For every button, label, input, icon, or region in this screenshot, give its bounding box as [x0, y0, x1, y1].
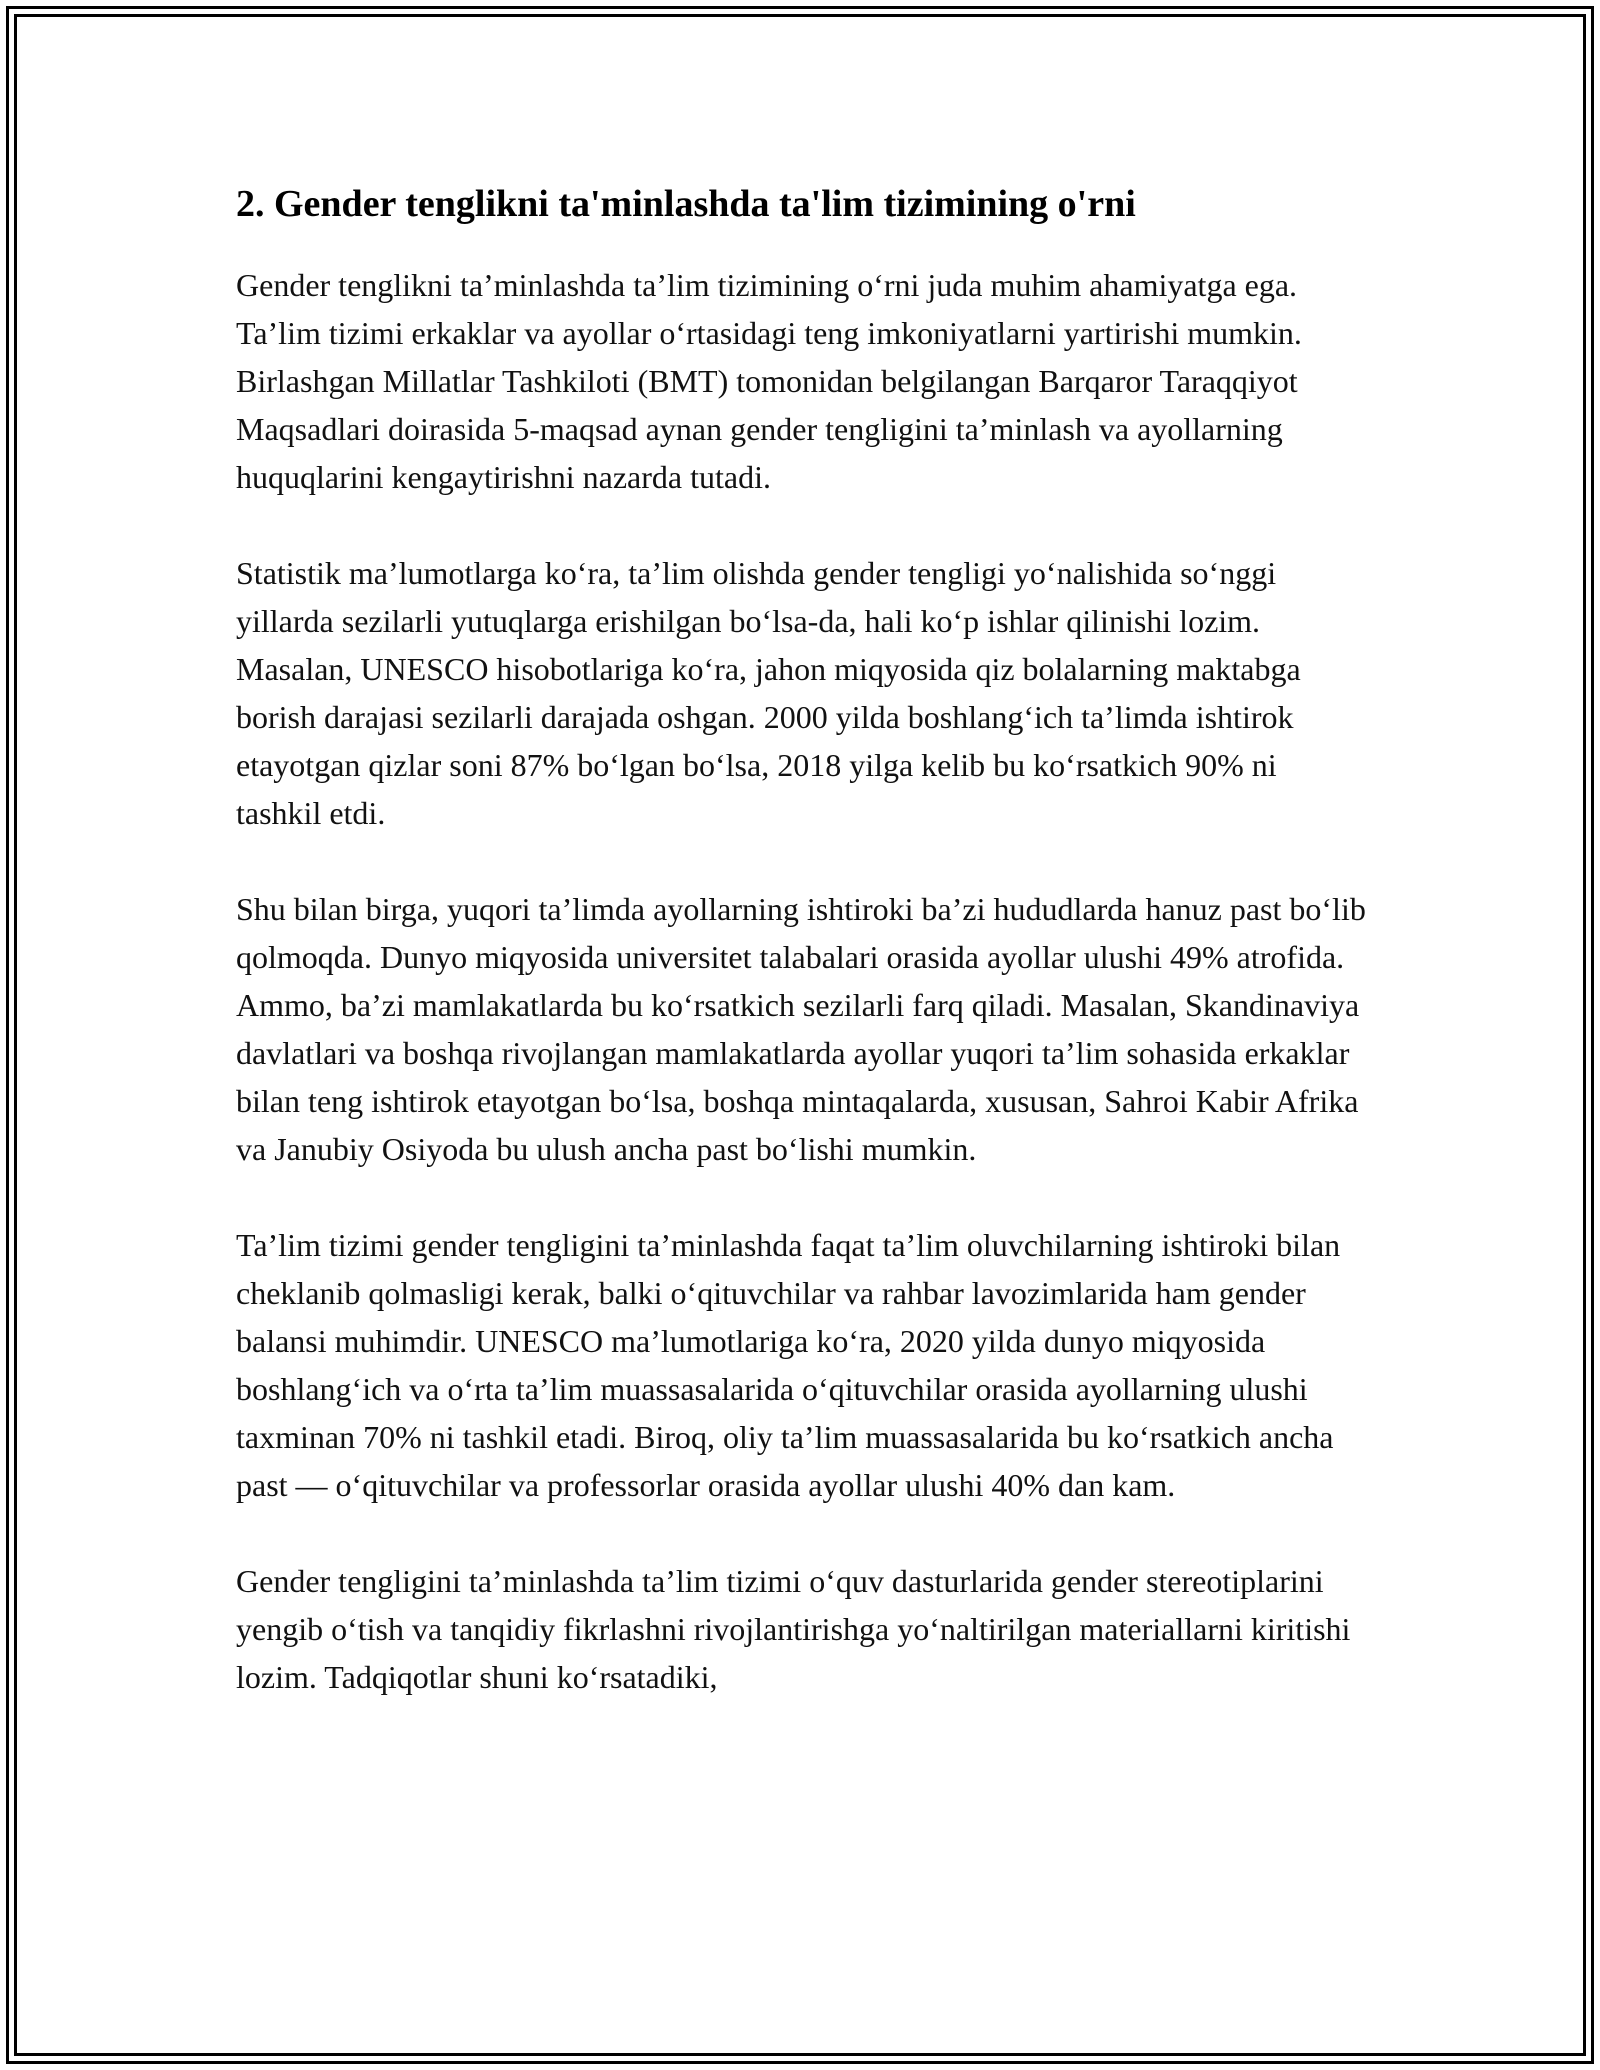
paragraph-1: Gender tenglikni ta’minlashda ta’lim tizimining o‘rni juda muhim ahamiyatga ega. Ta’lim tizimi erkaklar va ayollar o‘rtasidagi teng imkoniyatlarni yartirishi mumkin. Birlashgan Millatlar Tashkiloti (BMT) tomonidan belgilangan Barqaror Taraqqiyot Maqsadlari doirasida 5-maqsad aynan gender tengligini ta’minlash va ayollarning huquqlarini kengaytirishni nazarda tutadi.	[236, 267, 1302, 496]
paragraph-2: Statistik ma’lumotlarga ko‘ra, ta’lim olishda gender tengligi yo‘nalishida so‘nggi yillarda sezilarli yutuqlarga erishilgan bo‘lsa-da, hali ko‘p ishlar qilinishi lozim. Masalan, UNESCO hisobotlariga ko‘ra, jahon miqyosida qiz bolalarning maktabga borish darajasi sezilarli darajada oshgan. 2000 yilda boshlang‘ich ta’limda ishtirok etayotgan qizlar soni 87% bo‘lgan bo‘lsa, 2018 yilga kelib bu ko‘rsatkich 90% ni tashkil etdi.	[236, 555, 1301, 832]
paragraph-3: Shu bilan birga, yuqori ta’limda ayollarning ishtiroki ba’zi hududlarda hanuz past bo‘lib qolmoqda. Dunyo miqyosida universitet talabalari orasida ayollar ulushi 49% atrofida. Ammo, ba’zi mamlakatlarda bu ko‘rsatkich sezilarli farq qiladi. Masalan, Skandinaviya davlatlari va boshqa rivojlangan mamlakatlarda ayollar yuqori ta’lim sohasida erkaklar bilan teng ishtirok etayotgan bo‘lsa, boshqa mintaqalarda, xususan, Sahroi Kabir Afrika va Janubiy Osiyoda bu ulush ancha past bo‘lishi mumkin.	[236, 891, 1366, 1168]
document-body	[236, 180, 1366, 1749]
section-heading: 2. Gender tenglikni ta'minlashda ta'lim tizimining o'rni	[236, 183, 1136, 225]
paragraph-5: Gender tengligini ta’minlashda ta’lim tizimi o‘quv dasturlarida gender stereotiplarini yengib o‘tish va tanqidiy fikrlashni rivojlantirishga yo‘naltirilgan materiallarni kiritishi lozim. Tadqiqotlar shuni ko‘rsatadiki,	[236, 1563, 1351, 1696]
paragraph-4: Ta’lim tizimi gender tengligini ta’minlashda faqat ta’lim oluvchilarning ishtiroki bilan cheklanib qolmasligi kerak, balki o‘qituvchilar va rahbar lavozimlarida ham gender balansi muhimdir. UNESCO ma’lumotlariga ko‘ra, 2020 yilda dunyo miqyosida boshlang‘ich va o‘rta ta’lim muassasalarida o‘qituvchilar orasida ayollarning ulushi taxminan 70% ni tashkil etadi. Biroq, oliy ta’lim muassasalarida bu ko‘rsatkich ancha past — o‘qituvchilar va professorlar orasida ayollar ulushi 40% dan kam.	[236, 1227, 1341, 1504]
